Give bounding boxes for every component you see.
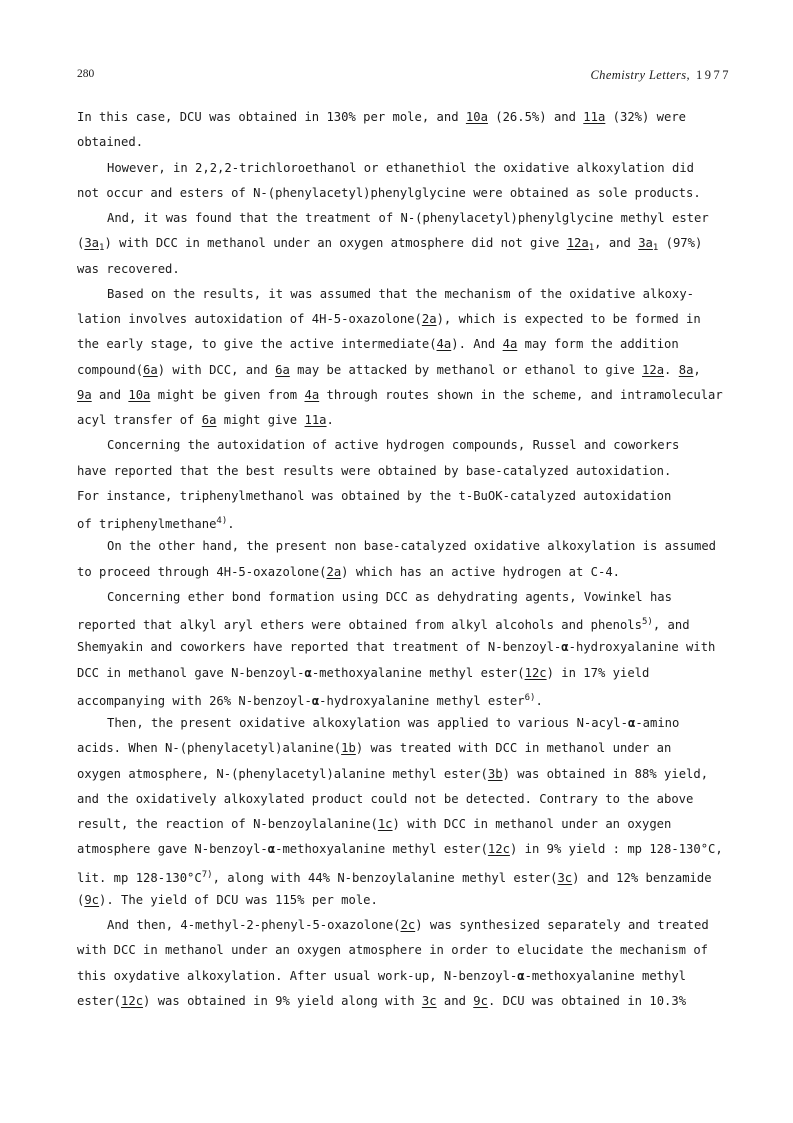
- compound-ref: 9a: [77, 387, 92, 402]
- text-segment: -methoxyalanine methyl ester(: [311, 665, 525, 680]
- reference-superscript: 6): [524, 692, 536, 703]
- compound-ref: 11a: [304, 413, 327, 427]
- text-segment: lation involves autoxidation of 4H-5-oxazolone(: [77, 312, 422, 326]
- text-line: [77, 383, 757, 408]
- compound-ref: 1b: [341, 741, 356, 756]
- text-segment: atmosphere gave N-benzoyl-: [77, 842, 268, 857]
- text-line: [77, 181, 757, 206]
- subscript: 1: [652, 243, 659, 254]
- compound-ref: 12c: [524, 665, 547, 680]
- compound-ref: 2c: [400, 918, 416, 932]
- compound-ref: 3c: [557, 870, 573, 885]
- text-segment: On the other hand, the present non base-catalyzed oxidative alkoxylation is assumed: [107, 539, 717, 554]
- text-segment: result, the reaction of N-benzoylalanine(: [77, 817, 378, 831]
- text-segment: lit. mp 128-130°C: [77, 870, 202, 885]
- text-segment: Shemyakin and coworkers have reported that treatment of N-benzoyl-: [77, 640, 562, 655]
- text-segment: this oxydative alkoxylation. After usual work-up, N-benzoyl-: [77, 968, 518, 983]
- text-segment: compound(: [77, 362, 144, 377]
- text-segment: accompanying with 26% N-benzoyl-: [77, 693, 312, 708]
- text-segment: ) in 17% yield: [546, 665, 650, 680]
- text-segment: reported that alkyl aryl ethers were obtained from alkyl alcohols and phenols: [77, 618, 642, 632]
- text-line: [77, 459, 757, 484]
- text-segment: with DCC in methanol under an oxygen atmosphere in order to elucidate the mechanism of: [77, 943, 709, 958]
- reference-superscript: 4): [216, 516, 228, 526]
- text-segment: may be attacked by methanol or ethanol to give: [289, 362, 643, 377]
- text-segment: ) which has an active hydrogen at C-4.: [341, 564, 620, 579]
- text-line: [77, 433, 757, 458]
- text-segment: ). And: [451, 337, 503, 352]
- text-segment: ) and 12% benzamide: [572, 870, 712, 885]
- subscript: 1: [99, 243, 105, 254]
- compound-ref: 2a: [421, 312, 437, 326]
- text-segment: oxygen atmosphere, N-(phenylacetyl)alanine methyl ester(: [77, 766, 488, 781]
- text-line: [77, 711, 757, 736]
- text-segment: (: [77, 892, 85, 907]
- journal-title: Chemistry Letters,: [590, 68, 690, 82]
- text-segment: DCC in methanol gave N-benzoyl-: [77, 665, 305, 680]
- text-segment: might be given from: [150, 387, 305, 402]
- text-segment: to proceed through 4H-5-oxazolone(: [77, 564, 327, 579]
- text-line: [77, 787, 757, 812]
- compound-ref: 4a: [502, 337, 518, 352]
- text-line: [77, 863, 757, 888]
- text-segment: Based on the results, it was assumed that the mechanism of the oxidative alkoxy-: [107, 286, 694, 301]
- text-segment: might give: [216, 413, 305, 427]
- text-segment: -amino: [635, 716, 680, 730]
- text-line: [77, 257, 757, 282]
- text-segment: ester(: [77, 993, 122, 1008]
- text-segment: of triphenylmethane: [77, 517, 217, 531]
- text-line: [77, 484, 757, 509]
- text-line: [77, 964, 757, 989]
- text-segment: α: [311, 693, 320, 708]
- text-segment: -methoxyalanine methyl ester(: [275, 842, 488, 857]
- compound-ref: 6a: [201, 413, 217, 427]
- page-header: [77, 68, 731, 86]
- text-segment: -hydroxyalanine with: [568, 640, 716, 655]
- text-segment: ,: [693, 362, 701, 377]
- compound-ref: 1c: [377, 817, 393, 831]
- text-segment: and: [436, 993, 474, 1008]
- text-segment: (26.5%) and: [487, 110, 584, 124]
- running-head: [590, 68, 731, 83]
- text-segment: ) in 9% yield : mp 128-130°C,: [509, 842, 723, 857]
- text-line: [77, 358, 757, 383]
- text-segment: ) was treated with DCC in methanol under an: [355, 741, 672, 756]
- compound-ref: 10a: [465, 110, 488, 124]
- text-line: [77, 408, 757, 433]
- compound-ref: 9c: [84, 892, 100, 907]
- compound-ref: 3c: [421, 993, 437, 1008]
- text-line: [77, 661, 757, 686]
- text-line: [77, 282, 757, 307]
- journal-year: 1977: [696, 68, 731, 82]
- text-line: [77, 938, 757, 963]
- text-line: [77, 989, 757, 1014]
- text-segment: , and: [652, 618, 690, 632]
- text-segment: α: [304, 665, 312, 680]
- text-segment: And, it was found that the treatment of N-(phenylacetyl)phenylglycine methyl ester: [107, 211, 709, 225]
- text-segment: acyl transfer of: [77, 413, 202, 427]
- text-segment: acids. When N-(phenylacetyl)alanine(: [77, 741, 342, 756]
- text-segment: Concerning ether bond formation using DCC as dehydrating agents, Vowinkel has: [107, 589, 672, 604]
- compound-ref: 12a: [566, 236, 589, 251]
- text-segment: may form the addition: [517, 337, 679, 352]
- compound-ref: 4a: [304, 387, 320, 402]
- compound-ref: 12a: [642, 362, 665, 377]
- text-segment: (97%): [658, 236, 703, 251]
- body-text: [77, 105, 757, 1014]
- text-segment: , along with 44% N-benzoylalanine methyl ester(: [212, 870, 558, 885]
- text-segment: And then, 4-methyl-2-phenyl-5-oxazolone(: [107, 918, 401, 932]
- text-segment: α: [517, 968, 525, 983]
- text-line: [77, 686, 757, 711]
- compound-ref: 2a: [326, 564, 342, 579]
- page-number: 280: [77, 68, 95, 80]
- text-segment: α: [627, 716, 636, 730]
- text-segment: not occur and esters of N-(phenylacetyl)phenylglycine were obtained as sole products.: [77, 185, 701, 200]
- compound-ref: 12c: [487, 842, 510, 857]
- text-segment: Then, the present oxidative alkoxylation was applied to various N-acyl-: [107, 716, 628, 730]
- text-segment: , and: [594, 236, 639, 251]
- compound-ref: 3a: [638, 236, 653, 251]
- text-line: [77, 736, 757, 761]
- text-segment: have reported that the best results were obtained by base-catalyzed autoxidation.: [77, 463, 672, 478]
- compound-ref: 6a: [143, 362, 158, 377]
- text-line: [77, 206, 757, 231]
- compound-ref: 6a: [275, 362, 290, 377]
- text-segment: ) with DCC in methanol under an oxygen: [392, 817, 672, 831]
- text-line: [77, 635, 757, 660]
- text-segment: α: [561, 640, 569, 655]
- compound-ref: 3a: [84, 236, 100, 251]
- text-segment: ) was synthesized separately and treated: [415, 918, 709, 932]
- text-segment: through routes shown in the scheme, and intramolecular: [319, 387, 723, 402]
- text-segment: was recovered.: [77, 261, 180, 276]
- text-line: [77, 812, 757, 837]
- text-line: [77, 913, 757, 938]
- text-segment: α: [267, 842, 276, 857]
- text-segment: Concerning the autoxidation of active hydrogen compounds, Russel and coworkers: [107, 438, 680, 453]
- text-line: [77, 307, 757, 332]
- text-segment: -methoxyalanine methyl: [524, 968, 687, 983]
- text-segment: and: [91, 387, 129, 402]
- text-line: [77, 509, 757, 534]
- text-line: [77, 332, 757, 357]
- compound-ref: 11a: [583, 110, 606, 124]
- text-segment: In this case, DCU was obtained in 130% per mole, and: [77, 110, 466, 124]
- compound-ref: 10a: [128, 387, 151, 402]
- text-line: [77, 130, 757, 155]
- reference-superscript: 5): [642, 617, 653, 627]
- reference-superscript: 7): [201, 869, 213, 880]
- text-segment: .: [326, 413, 334, 427]
- compound-ref: 3b: [487, 766, 503, 781]
- text-line: [77, 231, 757, 256]
- compound-ref: 4a: [436, 337, 452, 352]
- text-segment: .: [664, 362, 679, 377]
- compound-ref: 9c: [473, 993, 488, 1008]
- text-segment: (32%) were: [605, 110, 687, 124]
- text-line: [77, 585, 757, 610]
- text-segment: ) with DCC in methanol under an oxygen atmosphere did not give: [104, 236, 567, 251]
- text-line: [77, 888, 757, 913]
- text-line: [77, 156, 757, 181]
- compound-ref: 12c: [121, 993, 144, 1008]
- text-segment: ) with DCC, and: [157, 362, 276, 377]
- text-segment: (: [77, 236, 85, 251]
- text-line: [77, 762, 757, 787]
- text-line: [77, 534, 757, 559]
- text-segment: ). The yield of DCU was 115% per mole.: [99, 892, 378, 907]
- text-line: [77, 610, 757, 635]
- text-segment: -hydroxyalanine methyl ester: [319, 693, 525, 708]
- text-segment: and the oxidatively alkoxylated product could not be detected. Contrary to the above: [77, 791, 694, 806]
- text-segment: obtained.: [77, 135, 144, 150]
- text-segment: For instance, triphenylmethanol was obtained by the t-BuOK-catalyzed autoxidation: [77, 488, 672, 503]
- text-line: [77, 837, 757, 862]
- text-segment: ) was obtained in 9% yield along with: [143, 993, 422, 1008]
- text-segment: ), which is expected to be formed in: [436, 312, 701, 326]
- compound-ref: 8a: [678, 362, 694, 377]
- text-segment: .: [227, 517, 235, 531]
- text-line: [77, 560, 757, 585]
- text-segment: ) was obtained in 88% yield,: [502, 766, 709, 781]
- text-segment: . DCU was obtained in 10.3%: [487, 993, 687, 1008]
- text-segment: the early stage, to give the active intermediate(: [77, 337, 437, 352]
- text-segment: .: [535, 693, 543, 708]
- text-segment: However, in 2,2,2-trichloroethanol or ethanethiol the oxidative alkoxylation did: [107, 160, 694, 175]
- subscript: 1: [588, 243, 595, 254]
- text-line: [77, 105, 757, 130]
